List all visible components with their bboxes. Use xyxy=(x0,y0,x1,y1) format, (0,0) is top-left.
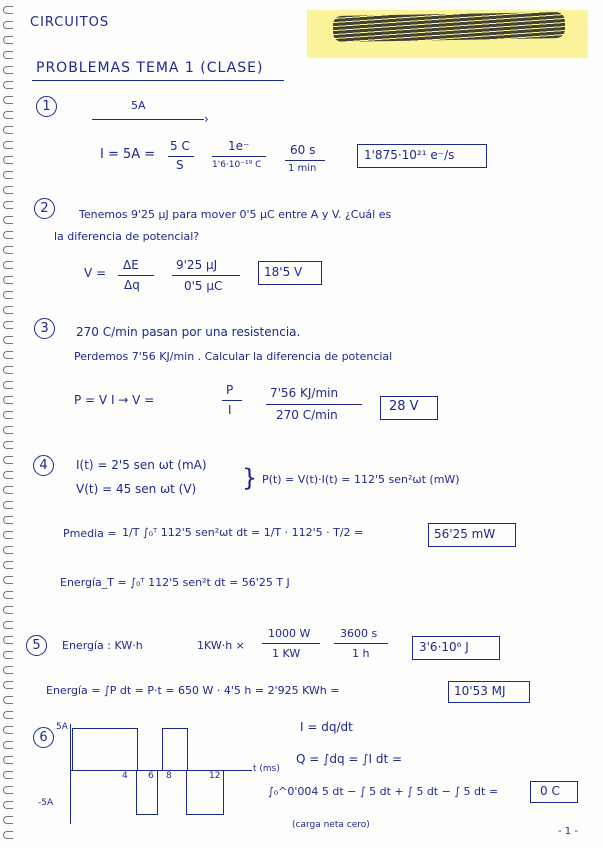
p6-note: (carga neta cero) xyxy=(292,820,370,830)
p1-frac2-num: 1e⁻ xyxy=(228,139,250,153)
spiral-ring xyxy=(3,231,13,239)
problem-4-number: 4 xyxy=(33,455,54,476)
frac-bar xyxy=(212,156,266,157)
spiral-ring xyxy=(3,771,13,779)
p5-frac1-num: 1000 W xyxy=(268,627,311,640)
spiral-ring xyxy=(3,681,13,689)
p4-pmedia-integral: 1/T ∫₀ᵀ 112'5 sen²ωt dt = 1/T · 112'5 · T/2 = xyxy=(122,526,364,539)
p3-frac1-num: P xyxy=(226,383,234,397)
spiral-ring xyxy=(3,576,13,584)
p2-answer-box xyxy=(258,261,322,285)
spiral-ring xyxy=(3,516,13,524)
graph-tick-12: 12 xyxy=(209,771,221,781)
spiral-ring xyxy=(3,651,13,659)
p5-frac2-den: 1 h xyxy=(352,647,370,660)
brace-icon: } xyxy=(242,464,258,492)
spiral-ring xyxy=(3,51,13,59)
spiral-ring xyxy=(3,756,13,764)
p3-frac2-den: 270 C/min xyxy=(276,408,338,422)
graph-pulse-4-6 xyxy=(136,770,158,815)
problem-6-number: 6 xyxy=(33,727,54,748)
spiral-ring xyxy=(3,66,13,74)
spiral-ring xyxy=(3,606,13,614)
p3-answer: 28 V xyxy=(389,399,419,414)
spiral-ring xyxy=(3,411,13,419)
p6-answer: 0 C xyxy=(540,784,560,798)
spiral-ring xyxy=(3,741,13,749)
spiral-ring xyxy=(3,111,13,119)
problem-2-number: 2 xyxy=(34,198,55,219)
p4-voltage-eq: V(t) = 45 sen ωt (V) xyxy=(76,482,197,496)
spiral-ring xyxy=(3,486,13,494)
p5-answer1-box xyxy=(412,636,500,660)
spiral-ring xyxy=(3,801,13,809)
p5-answer1: 3'6·10⁶ J xyxy=(419,640,469,654)
frac-bar xyxy=(266,404,362,405)
p5-frac1-den: 1 KW xyxy=(272,647,301,660)
frac-bar xyxy=(262,643,320,644)
spiral-ring xyxy=(3,156,13,164)
graph-y-bottom-label: -5A xyxy=(38,798,54,808)
spiral-ring xyxy=(3,261,13,269)
spiral-ring xyxy=(3,831,13,839)
spiral-ring xyxy=(3,276,13,284)
p2-frac1-den: Δq xyxy=(124,278,140,292)
spiral-ring xyxy=(3,216,13,224)
spiral-ring xyxy=(3,786,13,794)
spiral-ring xyxy=(3,6,13,14)
p3-statement-line1: 270 C/min pasan por una resistencia. xyxy=(76,325,301,339)
spiral-ring xyxy=(3,396,13,404)
p5-answer2-box xyxy=(448,681,530,703)
graph-y-top-label: 5A xyxy=(56,722,68,732)
p6-answer-box xyxy=(530,781,578,803)
p5-unit-line: Energía : KW·h xyxy=(62,639,143,652)
frac-bar xyxy=(172,275,240,276)
spiral-ring xyxy=(3,591,13,599)
p5-frac2-num: 3600 s xyxy=(340,627,378,640)
spiral-ring xyxy=(3,96,13,104)
page-number: - 1 - xyxy=(558,826,578,837)
p5-energy-line: Energía = ∫P dt = P·t = 650 W · 4'5 h = 2'925 KWh = xyxy=(46,684,340,697)
p3-statement-line2: Perdemos 7'56 KJ/min . Calcular la diferencia de potencial xyxy=(74,350,393,363)
p3-formula: P = V I → V = xyxy=(74,393,155,407)
graph-tick-6: 6 xyxy=(148,771,154,781)
graph-pulse-0-4 xyxy=(72,728,138,771)
p2-answer: 18'5 V xyxy=(264,265,303,279)
spiral-ring xyxy=(3,201,13,209)
frac-bar xyxy=(334,643,388,644)
scribbled-out-name xyxy=(333,12,565,42)
p4-current-eq: I(t) = 2'5 sen ωt (mA) xyxy=(76,458,207,472)
spiral-ring xyxy=(3,126,13,134)
p1-current-arrow xyxy=(92,119,204,120)
spiral-ring xyxy=(3,336,13,344)
spiral-ring xyxy=(3,546,13,554)
p2-frac1-num: ΔE xyxy=(123,258,139,272)
p3-answer-box xyxy=(380,396,438,420)
graph-pulse-8-12 xyxy=(186,770,224,815)
spiral-ring xyxy=(3,636,13,644)
spiral-ring xyxy=(3,471,13,479)
spiral-ring xyxy=(3,441,13,449)
spiral-ring xyxy=(3,711,13,719)
page-title: PROBLEMAS TEMA 1 (CLASE) xyxy=(36,60,264,76)
p5-answer2: 10'53 MJ xyxy=(454,684,506,698)
spiral-ring xyxy=(3,816,13,824)
problem-5-number: 5 xyxy=(26,635,47,656)
problem-3-number: 3 xyxy=(34,318,55,339)
p2-frac2-den: 0'5 µC xyxy=(184,279,223,293)
title-underline xyxy=(32,80,284,81)
spiral-ring xyxy=(3,141,13,149)
p1-arrow-label: 5A xyxy=(131,99,146,112)
spiral-ring xyxy=(3,246,13,254)
spiral-ring xyxy=(3,321,13,329)
spiral-ring xyxy=(3,531,13,539)
graph-y-axis xyxy=(70,724,71,824)
spiral-ring xyxy=(3,456,13,464)
spiral-ring xyxy=(3,666,13,674)
p4-answer-box xyxy=(428,523,516,547)
arrow-head-icon: › xyxy=(204,112,209,126)
p1-frac1-den: S xyxy=(176,158,184,172)
p2-statement-line2: la diferencia de potencial? xyxy=(54,230,200,243)
frac-bar xyxy=(222,400,242,401)
frac-bar xyxy=(118,275,154,276)
p4-pmedia-label: Pmedia = xyxy=(63,527,117,540)
p1-answer: 1'875·10²¹ e⁻/s xyxy=(364,148,455,162)
p6-integral-sum: ∫₀^0'004 5 dt − ∫ 5 dt + ∫ 5 dt − ∫ 5 dt = xyxy=(268,785,499,798)
spiral-ring xyxy=(3,726,13,734)
p3-frac1-den: I xyxy=(228,403,232,417)
graph-tick-8: 8 xyxy=(166,771,172,781)
p1-equation: I = 5A = xyxy=(100,147,156,162)
spiral-ring xyxy=(3,291,13,299)
spiral-ring xyxy=(3,81,13,89)
p1-answer-box xyxy=(357,144,487,168)
spiral-ring xyxy=(3,696,13,704)
spiral-ring xyxy=(3,426,13,434)
p1-frac1-num: 5 C xyxy=(170,139,190,153)
spiral-ring xyxy=(3,501,13,509)
spiral-ring xyxy=(3,306,13,314)
p5-conv-start: 1KW·h × xyxy=(197,639,245,652)
p4-energy-eq: Energía_T = ∫₀ᵀ 112'5 sen²t dt = 56'25 T J xyxy=(60,576,290,589)
spiral-ring xyxy=(3,366,13,374)
graph-pulse-6-8 xyxy=(162,728,188,771)
spiral-ring xyxy=(3,561,13,569)
spiral-ring xyxy=(3,351,13,359)
p1-frac3-den: 1 min xyxy=(288,163,317,174)
spiral-ring xyxy=(3,21,13,29)
spiral-ring xyxy=(3,621,13,629)
p2-v-lhs: V = xyxy=(84,266,107,280)
frac-bar xyxy=(168,156,194,157)
spiral-ring xyxy=(3,381,13,389)
sticky-note xyxy=(307,10,588,58)
p3-frac2-num: 7'56 KJ/min xyxy=(270,386,339,400)
p4-power-eq: P(t) = V(t)·I(t) = 112'5 sen²ωt (mW) xyxy=(262,473,460,486)
subject-label: CIRCUITOS xyxy=(30,15,110,30)
p2-statement-line1: Tenemos 9'25 µJ para mover 0'5 µC entre A y V. ¿Cuál es xyxy=(79,208,392,221)
frac-bar xyxy=(285,160,325,161)
graph-t-unit: t (ms) xyxy=(253,764,280,774)
spiral-ring xyxy=(3,171,13,179)
p2-frac2-num: 9'25 µJ xyxy=(176,258,218,272)
graph-tick-4: 4 xyxy=(122,771,128,781)
p4-answer: 56'25 mW xyxy=(434,527,496,541)
p1-frac3-num: 60 s xyxy=(290,143,316,157)
p6-current-def: I = dq/dt xyxy=(300,720,353,734)
p6-charge-eq: Q = ∫dq = ∫I dt = xyxy=(296,752,403,766)
spiral-ring xyxy=(3,186,13,194)
p1-frac2-den: 1'6·10⁻¹⁹ C xyxy=(212,160,262,170)
spiral-ring xyxy=(3,36,13,44)
problem-1-number: 1 xyxy=(36,96,57,117)
